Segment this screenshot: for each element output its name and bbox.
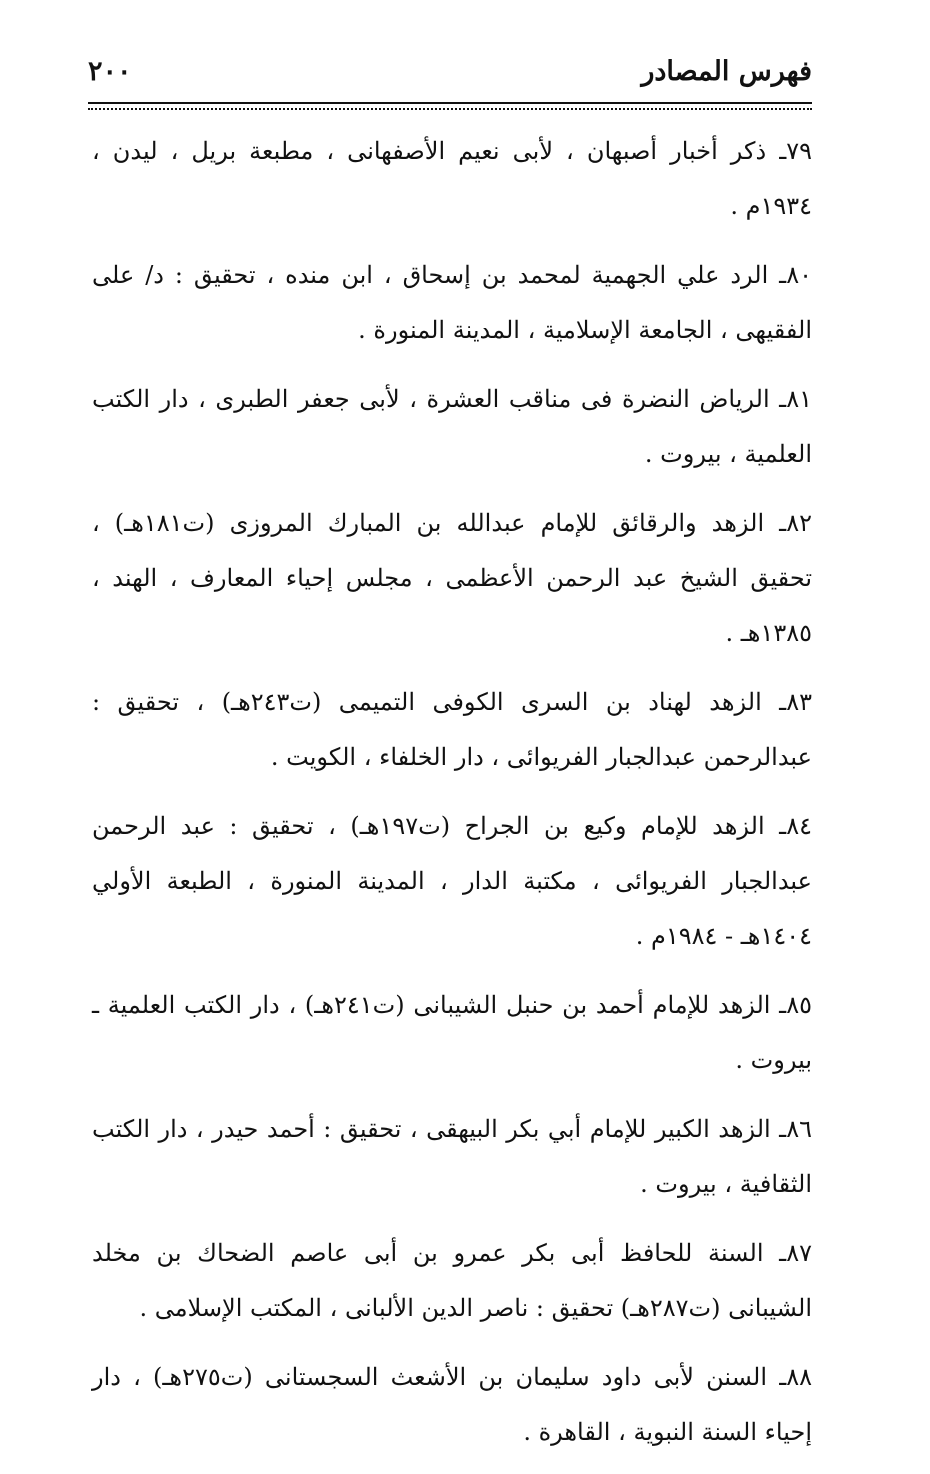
entry-text: ـ الرياض النضرة فى مناقب العشرة ، لأبى جعفر الطبرى ، دار الكتب العلمية ، بيروت .: [92, 385, 812, 468]
entry-text: ـ الزهد للإمام وكيع بن الجراح (ت١٩٧هـ) ، تحقيق : عبد الرحمن عبدالجبار الفريوائى ، مكتبة الدار ، المدينة المنورة ، الطبعة الأولي ١٤٠٤هـ - ١٩٨٤م .: [92, 812, 812, 950]
entry-text: ـ السنة للحافظ أبى بكر عمرو بن أبى عاصم الضحاك بن مخلد الشيبانى (ت٢٨٧هـ) تحقيق : ناصر الدين الألبانى ، المكتب الإسلامى .: [92, 1239, 812, 1322]
bibliography-list: [92, 124, 812, 1474]
bibliography-entry: [92, 675, 812, 785]
page-number: ٢٠٠: [88, 56, 132, 87]
header-divider: [88, 102, 812, 110]
page-title: فهرس المصادر: [641, 56, 812, 87]
entry-text: ـ الرد علي الجهمية لمحمد بن إسحاق ، ابن منده ، تحقيق : د/ على الفقيهى ، الجامعة الإسلامية ، المدينة المنورة .: [92, 261, 812, 344]
entry-text: ـ السنن لأبى داود سليمان بن الأشعث السجستانى (ت٢٧٥هـ) ، دار إحياء السنة النبوية ، القاهرة .: [92, 1363, 812, 1446]
entry-number: ٨٣: [786, 688, 812, 716]
bibliography-entry: [92, 978, 812, 1088]
entry-number: ٨٠: [786, 261, 812, 289]
bibliography-entry: [92, 124, 812, 234]
entry-number: ٨١: [786, 385, 812, 413]
entry-text: ـ ذكر أخبار أصبهان ، لأبى نعيم الأصفهانى ، مطبعة بريل ، ليدن ، ١٩٣٤م .: [92, 137, 812, 220]
bibliography-entry: [92, 248, 812, 358]
entry-text: ـ الزهد للإمام أحمد بن حنبل الشيبانى (ت٢٤١هـ) ، دار الكتب العلمية ـ بيروت .: [92, 991, 812, 1074]
bibliography-entry: [92, 1226, 812, 1336]
entry-number: ٨٧: [786, 1239, 812, 1267]
bibliography-entry: [92, 799, 812, 964]
entry-number: ٨٢: [786, 509, 812, 537]
entry-number: ٨٨: [786, 1363, 813, 1391]
bibliography-entry: [92, 1350, 812, 1460]
page-header: [88, 52, 812, 102]
entry-text: ـ الزهد لهناد بن السرى الكوفى التميمى (ت٢٤٣هـ) ، تحقيق : عبدالرحمن عبدالجبار الفريوائى ، دار الخلفاء ، الكويت .: [92, 688, 812, 771]
bibliography-entry: [92, 372, 812, 482]
bibliography-entry: [92, 1102, 812, 1212]
entry-number: ٨٥: [786, 991, 812, 1019]
entry-text: ـ الزهد والرقائق للإمام عبدالله بن المبارك المروزى (ت١٨١هـ) ، تحقيق الشيخ عبد الرحمن الأعظمى ، مجلس إحياء المعارف ، الهند ، ١٣٨٥هـ .: [92, 509, 812, 647]
bibliography-entry: [92, 496, 812, 661]
entry-number: ٧٩: [786, 137, 812, 165]
entry-number: ٨٤: [786, 812, 812, 840]
entry-number: ٨٦: [786, 1115, 812, 1143]
entry-text: ـ الزهد الكبير للإمام أبي بكر البيهقى ، تحقيق : أحمد حيدر ، دار الكتب الثقافية ، بيروت .: [92, 1115, 812, 1198]
